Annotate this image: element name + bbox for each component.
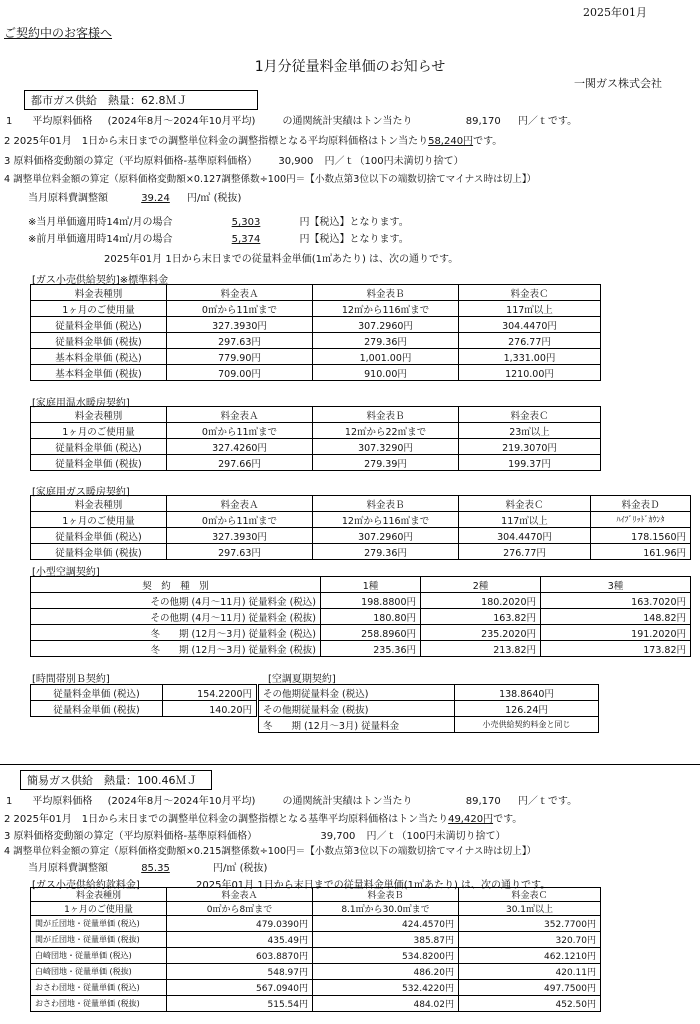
table-row xyxy=(31,625,691,641)
table-cell: 497.7500円 xyxy=(459,980,601,996)
city-gas-heading: 都市ガス供給 熱量：62.8ＭＪ xyxy=(24,90,258,110)
table-cell: 213.82円 xyxy=(421,641,541,657)
city-summary: 2025年01月 1日から末日までの従量料金単価(1㎥あたり) は、次の通りです。 xyxy=(104,254,459,265)
row-label: その他期 (4月～11月) 従量料金 (税込) xyxy=(31,593,321,609)
page-title-text: 1月分従量料金単価のお知らせ xyxy=(254,59,446,75)
row-label: 従量料金単価 (税込) xyxy=(31,439,167,455)
table-header-row xyxy=(31,496,691,512)
city-note1-unit: 円【税込】となります。 xyxy=(299,217,409,228)
table-row xyxy=(31,317,601,333)
table-row xyxy=(31,996,601,1012)
company-name: 一関ガス株式会社 xyxy=(574,77,662,90)
table-cell: 424.4570円 xyxy=(313,916,459,932)
table-cell: 327.3930円 xyxy=(167,317,313,333)
greeting: ご契約中のお客様へ xyxy=(4,26,113,40)
column-header: 契 約 種 別 xyxy=(31,577,321,593)
table-cell: 219.3070円 xyxy=(459,439,601,455)
table-row xyxy=(259,717,599,733)
table-row xyxy=(259,685,599,701)
timeb-table xyxy=(30,684,257,717)
simple-l1-value: 89,170 xyxy=(465,796,501,807)
table-cell: 117㎥以上 xyxy=(459,512,591,528)
table-cell: 297.63円 xyxy=(167,544,313,560)
table-cell: 235.2020円 xyxy=(421,625,541,641)
table-row xyxy=(31,365,601,381)
table-cell: 486.20円 xyxy=(313,964,459,980)
table-cell: 327.3930円 xyxy=(167,528,313,544)
city-note-2 xyxy=(28,230,409,245)
simple-l3-unit: 円／ｔ（100円未満切り捨て） xyxy=(366,831,506,842)
table-cell: 534.8200円 xyxy=(313,948,459,964)
column-header: 料金表Ｂ xyxy=(313,888,459,902)
table-cell: 532.4220円 xyxy=(313,980,459,996)
column-header: 料金表種別 xyxy=(31,407,167,423)
row-label: 1ヶ月のご使用量 xyxy=(31,423,167,439)
table-cell: 910.00円 xyxy=(313,365,459,381)
table-cell: 0㎥から11㎥まで xyxy=(167,423,313,439)
table-row xyxy=(31,593,691,609)
table-cell: 161.96円 xyxy=(591,544,691,560)
column-header: 料金表Ｄ xyxy=(591,496,691,512)
table-cell: 12㎥から116㎥まで xyxy=(313,301,459,317)
row-label: 関が丘団地・従量単価 (税抜) xyxy=(31,932,167,948)
table-cell: 385.87円 xyxy=(313,932,459,948)
city-line-1 xyxy=(6,112,577,127)
table-cell: 140.20円 xyxy=(163,701,257,717)
table-row xyxy=(31,701,257,717)
simple-l3-label: 3 原料価格変動額の算定（平均原料価格-基準原料価格） xyxy=(4,831,258,842)
table-cell: ﾊｲﾌﾞﾘｯﾄﾞｶｳﾝﾀ xyxy=(591,512,691,528)
simple-line-1 xyxy=(6,792,577,807)
city-l3-unit: 円／ｔ（100円未満切り捨て） xyxy=(324,156,464,167)
table-cell: 709.00円 xyxy=(167,365,313,381)
table-cell: 567.0940円 xyxy=(167,980,313,996)
table-cell: 8.1㎥から30.0㎥まで xyxy=(313,902,459,916)
city-adj-value: 39.24 xyxy=(141,193,170,204)
column-header: 料金表種別 xyxy=(31,285,167,301)
column-header: 料金表Ｃ xyxy=(459,285,601,301)
table-cell: 148.82円 xyxy=(541,609,691,625)
table-row xyxy=(31,333,601,349)
column-header: 料金表Ａ xyxy=(167,407,313,423)
row-label: その他期従量料金 (税込) xyxy=(259,685,455,701)
simple-retail-table xyxy=(30,887,601,1012)
simple-l1-text: の通関統計実績はトン当たり xyxy=(282,796,413,807)
row-label: 従量料金単価 (税抜) xyxy=(31,544,167,560)
row-label: 1ヶ月のご使用量 xyxy=(31,301,167,317)
timeb-caption: [時間帯別Ｂ契約] xyxy=(32,674,110,685)
table-cell: 603.8870円 xyxy=(167,948,313,964)
city-note-1 xyxy=(28,213,409,228)
row-label: 基本料金単価 (税込) xyxy=(31,349,167,365)
table-cell: 191.2020円 xyxy=(541,625,691,641)
city-l3-value: 30,900 xyxy=(278,156,314,167)
column-header: 料金表Ｂ xyxy=(313,496,459,512)
table-cell: 154.2200円 xyxy=(163,685,257,701)
table-row xyxy=(31,301,601,317)
table-row xyxy=(31,609,691,625)
simple-l2-text: 2 2025年01月 1日から末日までの調整単位料金の調整指標となる基準平均原料価格はトン当たり xyxy=(4,814,449,825)
city-l3-label: 3 原料価格変動額の算定（平均原料価格-基準原料価格） xyxy=(4,156,258,167)
row-label: 従量料金単価 (税抜) xyxy=(31,701,163,717)
table-cell: 12㎥から116㎥まで xyxy=(313,512,459,528)
column-header: 料金表Ｃ xyxy=(459,888,601,902)
page-title xyxy=(0,56,700,76)
city-l1-value: 89,170 xyxy=(465,116,501,127)
city-note2-unit: 円【税込】となります。 xyxy=(299,234,409,245)
city-note1-label: ※当月単価適用時14㎥/月の場合 xyxy=(28,217,173,228)
column-header: 料金表Ｃ xyxy=(459,407,601,423)
gasheat-table xyxy=(30,495,691,560)
table-cell: 779.90円 xyxy=(167,349,313,365)
row-label: 従量料金単価 (税込) xyxy=(31,685,163,701)
table-cell: 276.77円 xyxy=(459,544,591,560)
hotwater-caption: [家庭用温水暖房契約] xyxy=(32,398,130,409)
table-row xyxy=(31,423,601,439)
simple-line-4: 4 調整単位料金額の算定（原料価格変動額×0.215調整係数÷100円＝【小数点第3位以下の端数切捨てマイナス時は切上】） xyxy=(4,846,537,857)
table-cell: 484.02円 xyxy=(313,996,459,1012)
city-adjustment xyxy=(28,189,241,204)
row-label: 従量料金単価 (税込) xyxy=(31,528,167,544)
simple-retail-caption: [ガス小売供給約款料金] xyxy=(32,880,140,891)
table-row xyxy=(31,980,601,996)
table-cell: 279.39円 xyxy=(313,455,459,471)
row-label: 1ヶ月のご使用量 xyxy=(31,512,167,528)
table-row xyxy=(31,439,601,455)
city-line-2 xyxy=(4,132,502,147)
table-cell: 30.1㎥以上 xyxy=(459,902,601,916)
table-cell: 479.0390円 xyxy=(167,916,313,932)
table-cell: 297.63円 xyxy=(167,333,313,349)
table-cell: 178.1560円 xyxy=(591,528,691,544)
city-adj-label: 当月原料費調整額 xyxy=(28,193,108,204)
column-header: 料金表Ａ xyxy=(167,888,313,902)
row-label: その他期従量料金 (税抜) xyxy=(259,701,455,717)
table-cell: 198.8800円 xyxy=(321,593,421,609)
table-cell: 307.2960円 xyxy=(313,317,459,333)
column-header: 料金表Ｂ xyxy=(313,285,459,301)
table-cell: 304.4470円 xyxy=(459,528,591,544)
issue-date: 2025年01月 xyxy=(583,6,647,19)
column-header: 3種 xyxy=(541,577,691,593)
table-cell: 0㎥から11㎥まで xyxy=(167,301,313,317)
gasheat-caption: [家庭用ガス暖房契約] xyxy=(32,487,130,498)
city-l2-text: 2 2025年01月 1日から末日までの調整単位料金の調整指標となる平均原料価格はトン当たり xyxy=(4,136,429,147)
table-cell: 180.80円 xyxy=(321,609,421,625)
table-cell: 548.97円 xyxy=(167,964,313,980)
simple-adj-unit: 円/㎥ (税抜) xyxy=(213,863,268,874)
city-note2-value: 5,374 xyxy=(231,234,261,245)
table-cell: 173.82円 xyxy=(541,641,691,657)
table-row xyxy=(31,544,691,560)
simple-adj-label: 当月原料費調整額 xyxy=(28,863,108,874)
table-header-row xyxy=(31,888,601,902)
table-cell: 126.24円 xyxy=(455,701,599,717)
table-cell: 163.82円 xyxy=(421,609,541,625)
simple-l3-value: 39,700 xyxy=(320,831,356,842)
table-row xyxy=(31,641,691,657)
table-row xyxy=(31,932,601,948)
city-l2-value: 58,240円 xyxy=(428,136,474,147)
city-l1-unit: 円／ｔです。 xyxy=(517,116,578,127)
simple-gas-heading: 簡易ガス供給 熱量：100.46ＭＪ xyxy=(20,770,212,790)
table-cell: 23㎥以上 xyxy=(459,423,601,439)
table-cell: 0㎥から8㎥まで xyxy=(167,902,313,916)
table-row xyxy=(31,455,601,471)
table-cell: 352.7700円 xyxy=(459,916,601,932)
table-cell: 138.8640円 xyxy=(455,685,599,701)
table-cell: 420.11円 xyxy=(459,964,601,980)
table-cell: 297.66円 xyxy=(167,455,313,471)
simple-l1-label: 1 平均原料価格 xyxy=(6,796,93,807)
city-line-3 xyxy=(4,152,464,167)
row-label: 白崎団地・従量単価 (税抜) xyxy=(31,964,167,980)
row-label: おさわ団地・従量単価 (税抜) xyxy=(31,996,167,1012)
table-header-row xyxy=(31,407,601,423)
simple-l1-period: (2024年8月～2024年10月平均) xyxy=(107,796,256,807)
column-header: 料金表種別 xyxy=(31,888,167,902)
row-label: 従量料金単価 (税抜) xyxy=(31,455,167,471)
table-row xyxy=(31,512,691,528)
simple-summary: 2025年01月 1日から末日までの従量料金単価(1㎥あたり) は、次の通りです。 xyxy=(196,880,551,891)
row-label: 冬 期 (12月～3月) 従量料金 xyxy=(259,717,455,733)
city-l1-period: (2024年8月～2024年10月平均) xyxy=(107,116,256,127)
table-cell: 1210.00円 xyxy=(459,365,601,381)
table-cell: 279.36円 xyxy=(313,333,459,349)
table-row xyxy=(31,902,601,916)
column-header: 料金表種別 xyxy=(31,496,167,512)
table-cell: 199.37円 xyxy=(459,455,601,471)
aircon-table xyxy=(30,576,691,657)
hotwater-table xyxy=(30,406,601,471)
row-label: 冬 期 (12月～3月) 従量料金 (税抜) xyxy=(31,641,321,657)
table-cell: 0㎥から11㎥まで xyxy=(167,512,313,528)
table-header-row xyxy=(31,577,691,593)
table-row xyxy=(259,701,599,717)
row-label: 白崎団地・従量単価 (税込) xyxy=(31,948,167,964)
simple-l1-unit: 円／ｔです。 xyxy=(517,796,578,807)
city-line-4: 4 調整単位料金額の算定（原料価格変動額×0.127調整係数÷100円＝【小数点第3位以下の端数切捨てマイナス時は切上】） xyxy=(4,174,537,185)
city-l2-post: です。 xyxy=(473,136,503,147)
column-header: 2種 xyxy=(421,577,541,593)
table-cell: 258.8960円 xyxy=(321,625,421,641)
table-row xyxy=(31,964,601,980)
table-cell: 462.1210円 xyxy=(459,948,601,964)
table-cell: 452.50円 xyxy=(459,996,601,1012)
city-l1-text: の通関統計実績はトン当たり xyxy=(282,116,413,127)
summer-table xyxy=(258,684,599,733)
table-cell: 117㎥以上 xyxy=(459,301,601,317)
table-cell: 1,331.00円 xyxy=(459,349,601,365)
aircon-caption: [小型空調契約] xyxy=(32,567,100,578)
table-cell: 304.4470円 xyxy=(459,317,601,333)
row-label: 関が丘団地・従量単価 (税込) xyxy=(31,916,167,932)
table-cell: 320.70円 xyxy=(459,932,601,948)
city-note1-value: 5,303 xyxy=(231,217,261,228)
table-row xyxy=(31,916,601,932)
city-l1-label: 1 平均原料価格 xyxy=(6,116,93,127)
table-row xyxy=(31,349,601,365)
column-header: 料金表Ａ xyxy=(167,285,313,301)
row-label: おさわ団地・従量単価 (税込) xyxy=(31,980,167,996)
row-label: その他期 (4月～11月) 従量料金 (税抜) xyxy=(31,609,321,625)
table-cell: 180.2020円 xyxy=(421,593,541,609)
simple-line-2 xyxy=(4,810,522,825)
table-row xyxy=(31,528,691,544)
row-label: 基本料金単価 (税抜) xyxy=(31,365,167,381)
table-cell: 276.77円 xyxy=(459,333,601,349)
table-cell: 307.2960円 xyxy=(313,528,459,544)
row-label: 冬 期 (12月～3月) 従量料金 (税込) xyxy=(31,625,321,641)
summer-caption: [空調夏期契約] xyxy=(268,674,336,685)
table-cell: 307.3290円 xyxy=(313,439,459,455)
table-cell: 12㎥から22㎥まで xyxy=(313,423,459,439)
section-divider xyxy=(0,764,700,765)
row-label: 従量料金単価 (税込) xyxy=(31,317,167,333)
table-row xyxy=(31,685,257,701)
column-header: 料金表Ｂ xyxy=(313,407,459,423)
column-header: 1種 xyxy=(321,577,421,593)
table-cell: 327.4260円 xyxy=(167,439,313,455)
row-label: 従量料金単価 (税抜) xyxy=(31,333,167,349)
city-retail-caption: [ガス小売供給契約]※標準料金 xyxy=(32,275,169,286)
simple-line-3 xyxy=(4,827,506,842)
simple-adjustment xyxy=(28,859,267,874)
table-cell: 515.54円 xyxy=(167,996,313,1012)
table-cell: 435.49円 xyxy=(167,932,313,948)
simple-adj-value: 85.35 xyxy=(141,863,170,874)
table-cell: 1,001.00円 xyxy=(313,349,459,365)
table-cell: 279.36円 xyxy=(313,544,459,560)
city-retail-table xyxy=(30,284,601,381)
table-cell: 163.7020円 xyxy=(541,593,691,609)
city-note2-label: ※前月単価適用時14㎥/月の場合 xyxy=(28,234,173,245)
simple-l2-post: です。 xyxy=(493,814,523,825)
column-header: 料金表Ｃ xyxy=(459,496,591,512)
table-header-row xyxy=(31,285,601,301)
table-cell: 小売供給契約料金と同じ xyxy=(455,717,599,733)
city-adj-unit: 円/㎥ (税抜) xyxy=(187,193,242,204)
row-label: 1ヶ月のご使用量 xyxy=(31,902,167,916)
column-header: 料金表Ａ xyxy=(167,496,313,512)
table-cell: 235.36円 xyxy=(321,641,421,657)
table-row xyxy=(31,948,601,964)
simple-l2-value: 49,420円 xyxy=(448,814,494,825)
